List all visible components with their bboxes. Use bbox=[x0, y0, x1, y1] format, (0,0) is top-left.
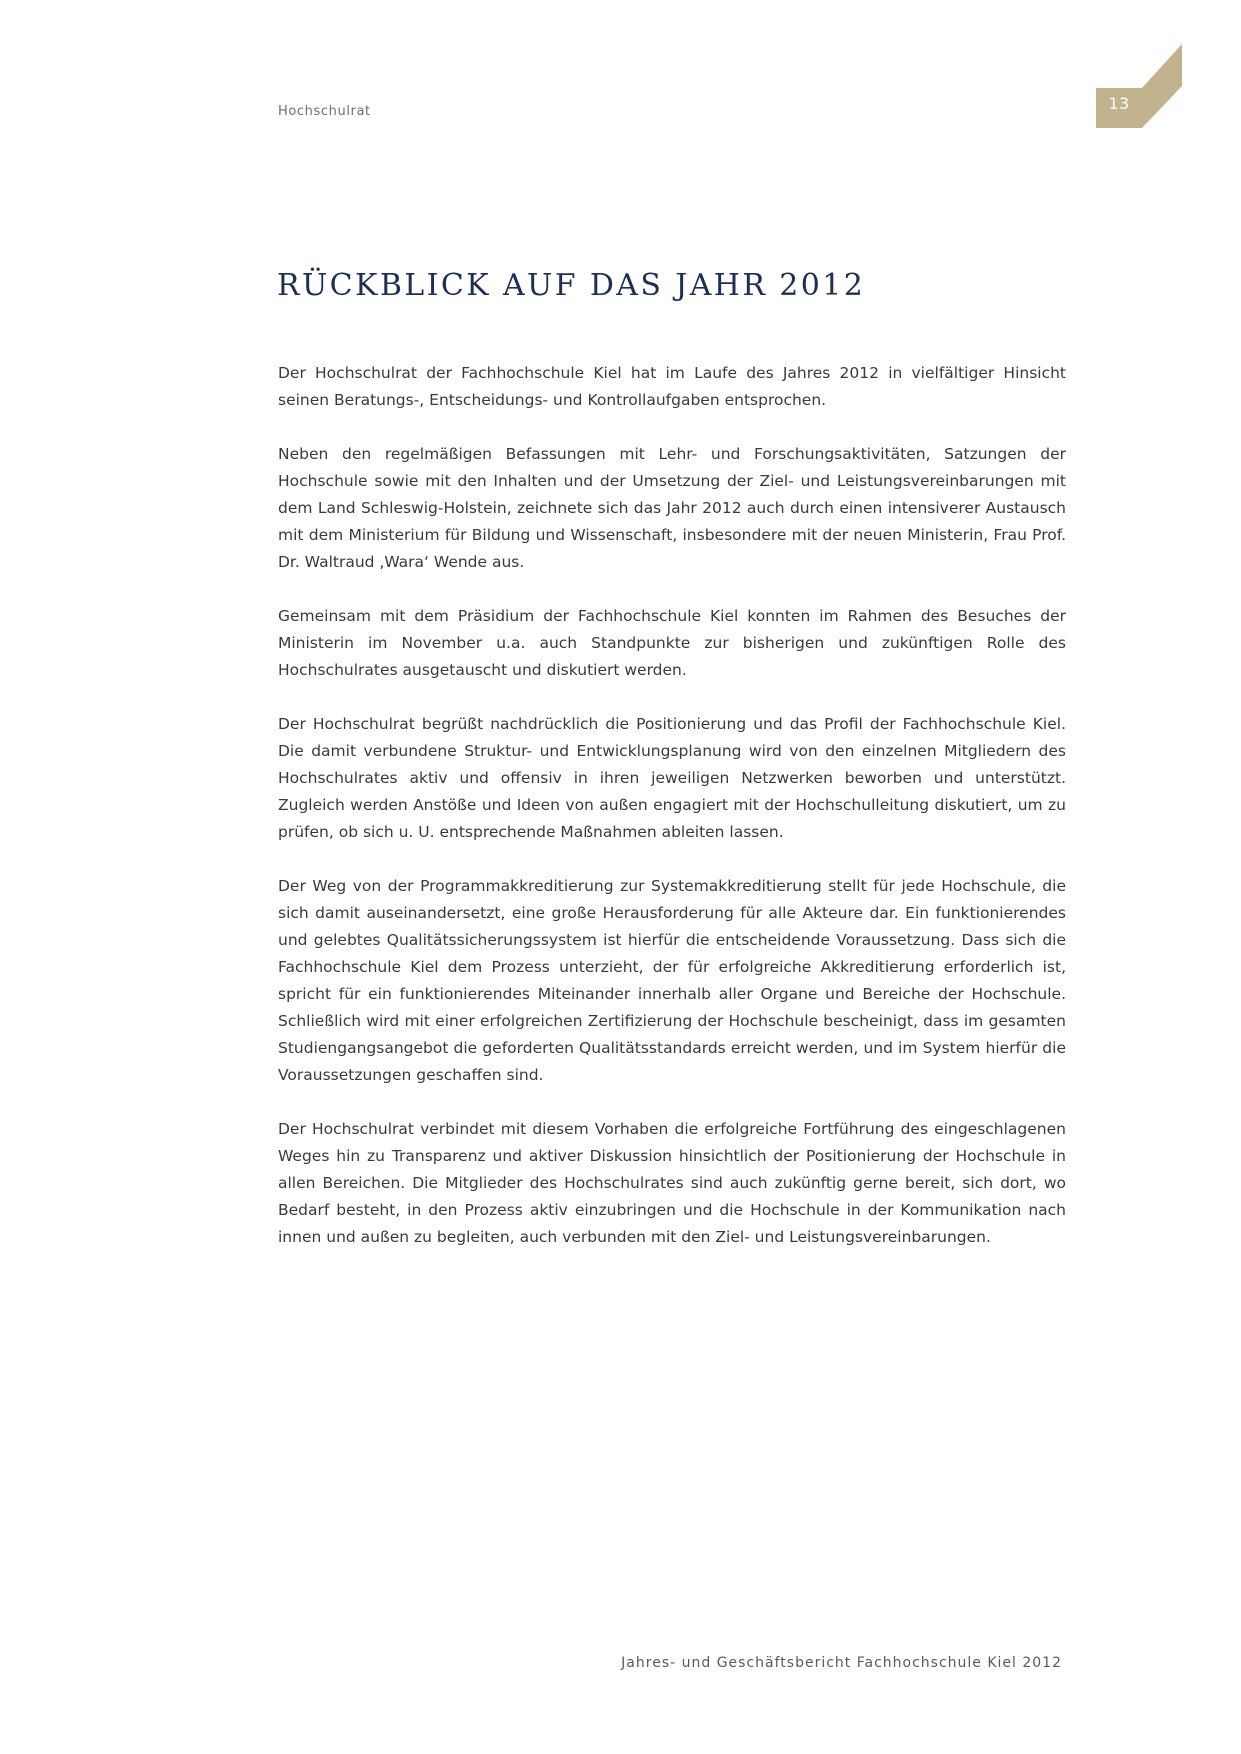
body-text bbox=[278, 360, 1066, 1278]
running-header-section: Hochschulrat bbox=[278, 104, 371, 119]
page-number-tab bbox=[1096, 44, 1182, 128]
page-tab-shape bbox=[1096, 44, 1182, 128]
paragraph-1: Der Hochschulrat der Fachhochschule Kiel hat im Laufe des Jahres 2012 in vielfältiger Hinsicht seinen Beratungs-, Entscheidungs- und Kontrollaufgaben entsprochen. bbox=[278, 364, 1066, 409]
page-number: 13 bbox=[1108, 94, 1130, 113]
page-title: RÜCKBLICK AUF DAS JAHR 2012 bbox=[277, 268, 866, 303]
page-tab-fill bbox=[1096, 44, 1182, 128]
paragraph-4: Der Hochschulrat begrüßt nachdrücklich die Positionierung und das Profil der Fachhochschule Kiel. Die damit verbundene Struktur- und Entwicklungsplanung wird von den einzelnen Mitgliedern des Hochschulrates aktiv und offensiv in ihren jeweiligen Netzwerken beworben und unterstützt. Zugleich werden Anstöße und Ideen von außen engagiert mit der Hochschulleitung diskutiert, um zu prüfen, ob sich u. U. entsprechende Maßnahmen ableiten lassen. bbox=[278, 715, 1066, 841]
paragraph-2: Neben den regelmäßigen Befassungen mit Lehr- und Forschungsaktivitäten, Satzungen der Hochschule sowie mit den Inhalten und der Umsetzung der Ziel- und Leistungsvereinbarungen mit dem Land Schleswig-Holstein, zeichnete sich das Jahr 2012 auch durch einen intensiverer Austausch mit dem Ministerium für Bildung und Wissenschaft, insbesondere mit der neuen Ministerin, Frau Prof. Dr. Waltraud ‚Wara‘ Wende aus. bbox=[278, 445, 1066, 571]
page-footer: Jahres- und Geschäftsbericht Fachhochschule Kiel 2012 bbox=[621, 1655, 1062, 1671]
paragraph-6: Der Hochschulrat verbindet mit diesem Vorhaben die erfolgreiche Fortführung des eingeschlagenen Weges hin zu Transparenz und aktiver Diskussion hinsichtlich der Positionierung der Hochschule in allen Bereichen. Die Mitglieder des Hochschulrates sind auch zukünftig gerne bereit, sich dort, wo Bedarf besteht, in den Prozess aktiv einzubringen und die Hochschule in der Kommunikation nach innen und außen zu begleiten, auch verbunden mit den Ziel- und Leistungsvereinbarungen. bbox=[278, 1120, 1066, 1246]
paragraph-3: Gemeinsam mit dem Präsidium der Fachhochschule Kiel konnten im Rahmen des Besuches der Ministerin im November u.a. auch Standpunkte zur bisherigen und zukünftigen Rolle des Hochschulrates ausgetauscht und diskutiert werden. bbox=[278, 607, 1066, 679]
paragraph-5: Der Weg von der Programmakkreditierung zur Systemakkreditierung stellt für jede Hochschule, die sich damit auseinandersetzt, eine große Herausforderung für alle Akteure dar. Ein funktionierendes und gelebtes Qualitätssicherungssystem ist hierfür die entscheidende Voraussetzung. Dass sich die Fachhochschule Kiel dem Prozess unterzieht, der für erfolgreiche Akkreditierung erforderlich ist, spricht für ein funktionierendes Miteinander innerhalb aller Organe und Bereiche der Hochschule. Schließlich wird mit einer erfolgreichen Zertifizierung der Hochschule bescheinigt, dass im gesamten Studiengangsangebot die geforderten Qualitätsstandards erreicht werden, und im System hierfür die Voraussetzungen geschaffen sind. bbox=[278, 877, 1066, 1084]
